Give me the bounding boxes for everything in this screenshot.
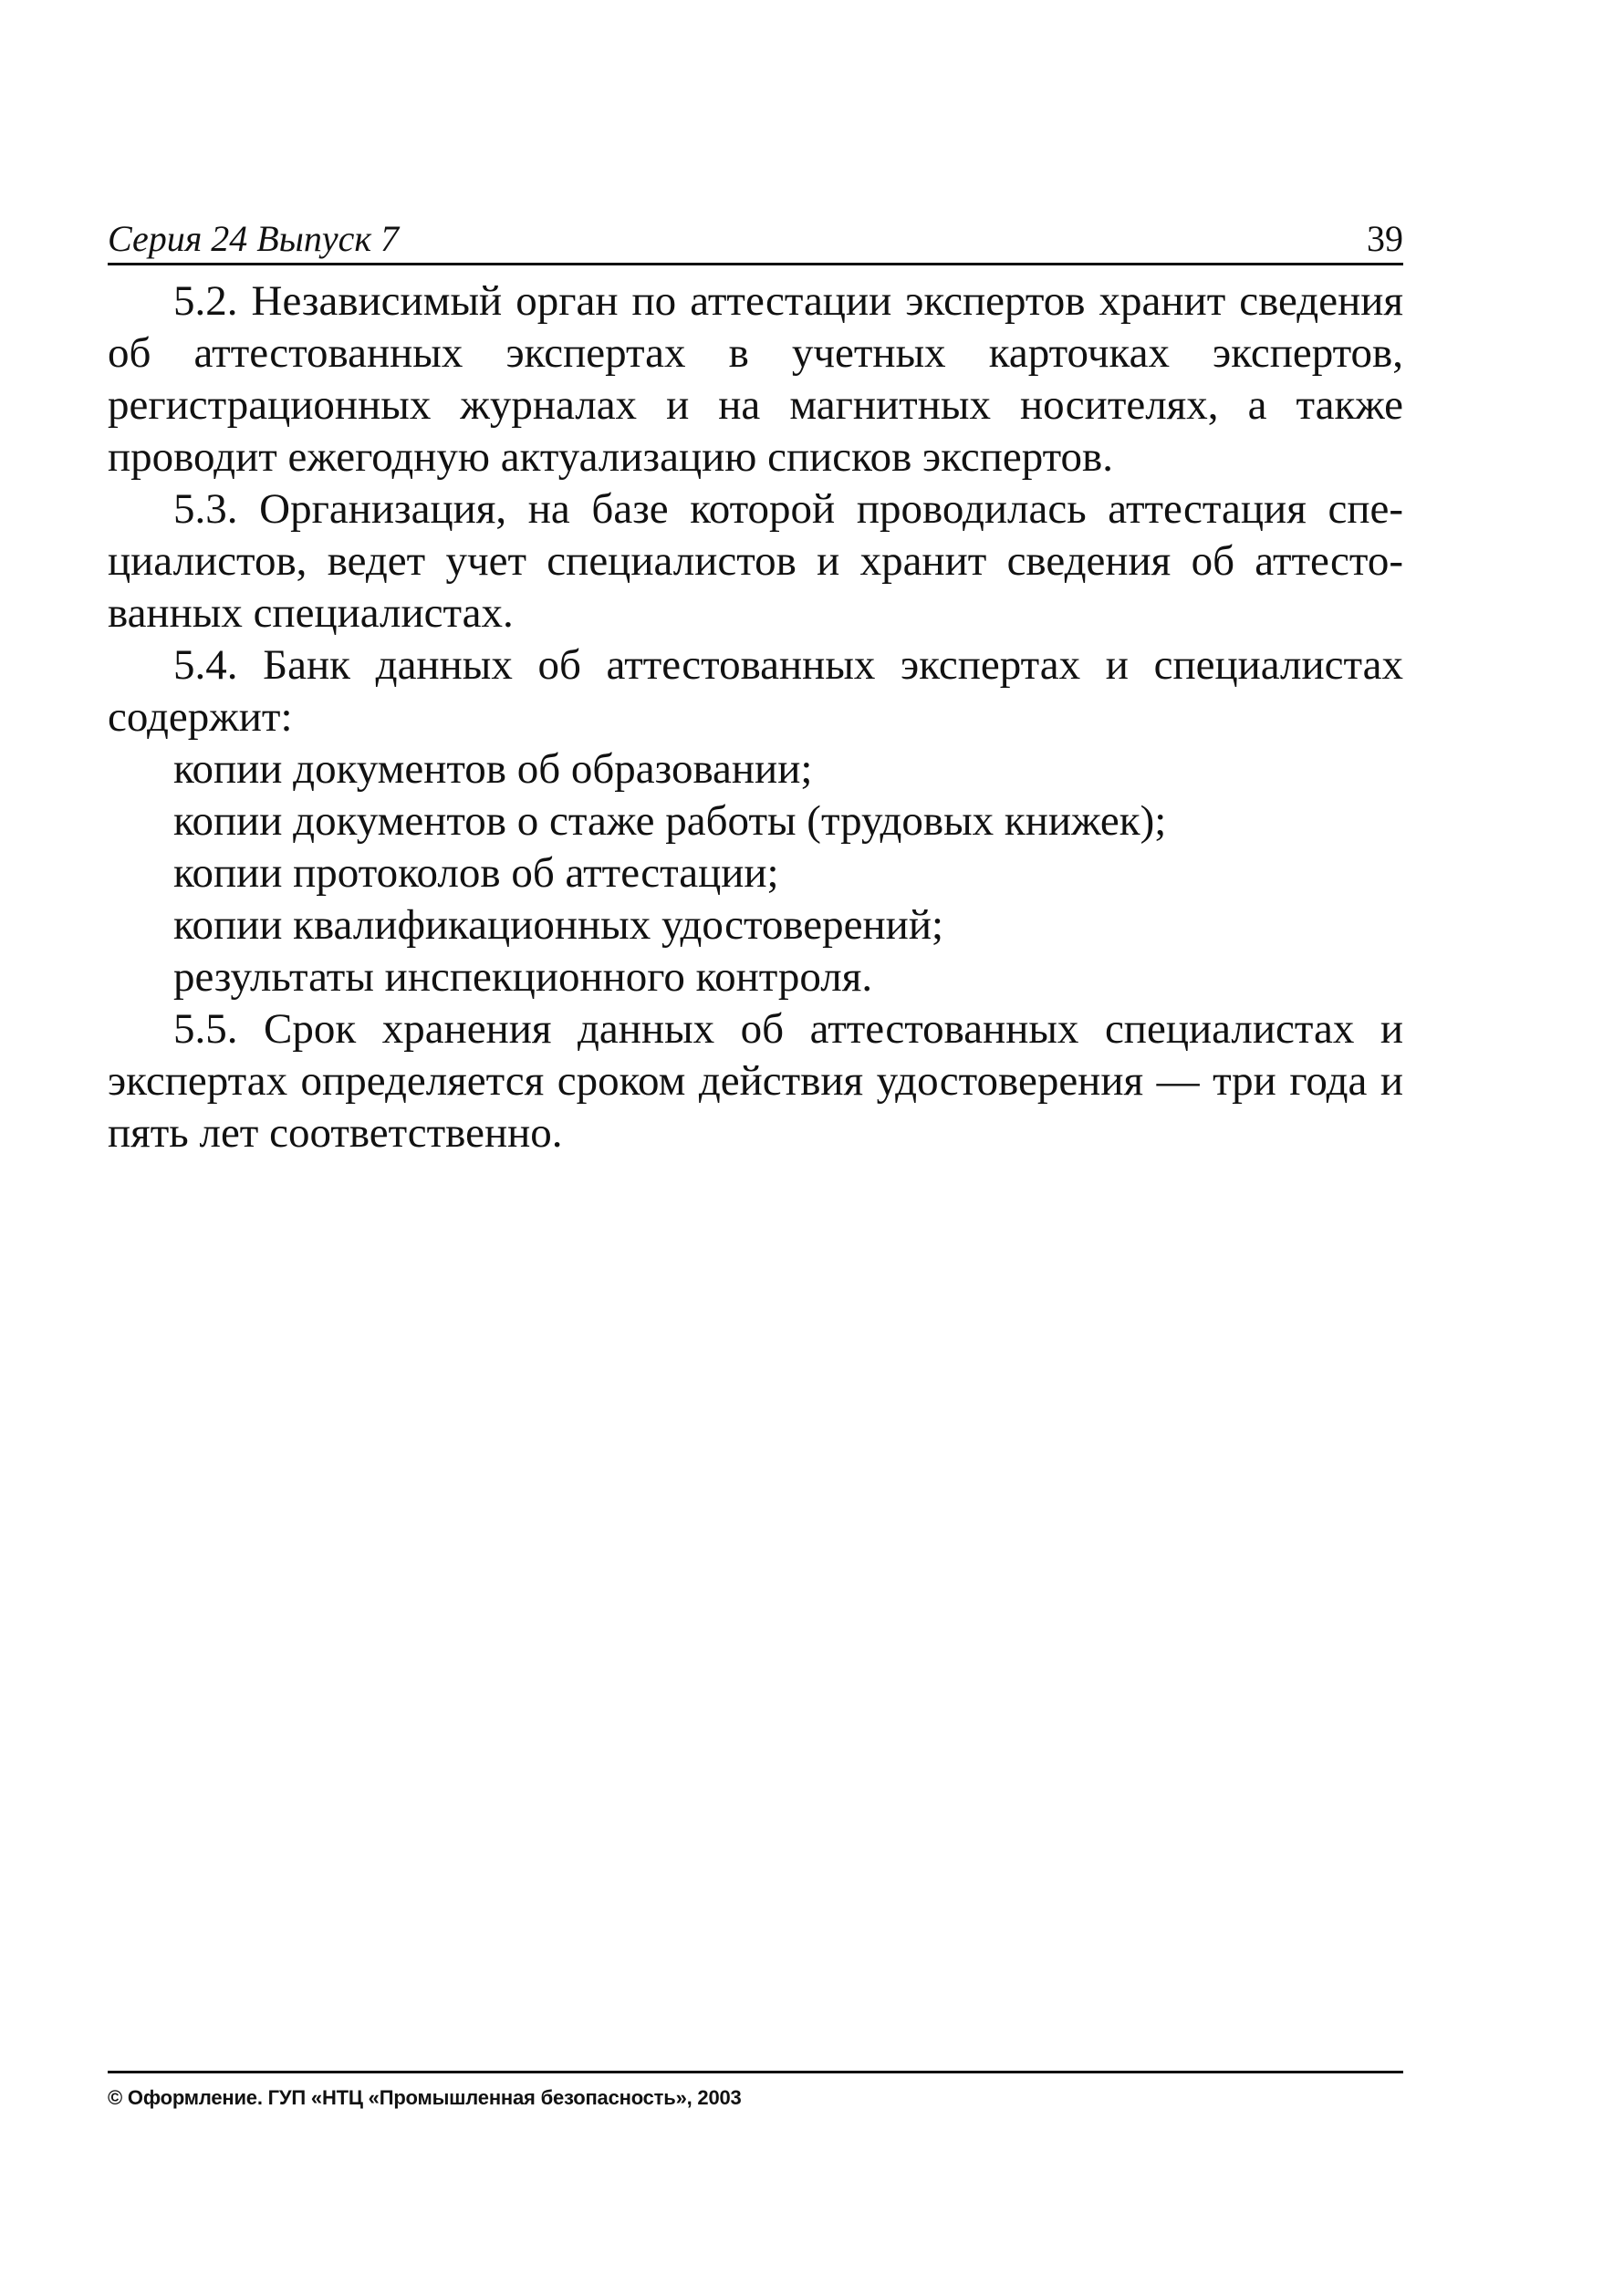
list-item: результаты инспекционного контроля. bbox=[173, 953, 873, 1001]
running-header-series: Серия 24 Выпуск 7 bbox=[108, 218, 400, 259]
paragraph-5-2: 5.2. Независимый орган по аттестации экспертов хранит сведения об аттестованных экспертах в учетных карточках экспертов, регистрационных журналах и на магнитных носителях, а также проводит ежегодную актуализацию списков экспертов. bbox=[108, 277, 1403, 481]
page-number: 39 bbox=[1367, 218, 1403, 259]
list-item: копии протоколов об аттестации; bbox=[173, 849, 779, 897]
page-body bbox=[108, 275, 1403, 1159]
paragraph-5-5: 5.5. Срок хранения данных об аттестованных специалистах и экспертах определяется сроком действия удостоверения — три года и пять лет соответственно. bbox=[108, 1005, 1403, 1157]
copyright-notice: © Оформление. ГУП «НТЦ «Промышленная безопасность», 2003 bbox=[108, 2086, 742, 2109]
list-item: копии квалификационных удостоверений; bbox=[173, 901, 944, 949]
page-header bbox=[108, 208, 1403, 265]
page-footer bbox=[108, 2071, 1403, 2110]
list-item: копии документов об образовании; bbox=[173, 745, 813, 793]
list-item: копии документов о стаже работы (трудовых книжек); bbox=[173, 797, 1167, 845]
paragraph-5-4: 5.4. Банк данных об аттестованных экспертах и специалистах содержит: bbox=[108, 641, 1403, 741]
list-5-4 bbox=[108, 743, 1403, 1003]
paragraph-5-3: 5.3. Организация, на базе которой проводилась аттестация специалистов, ведет учет специалистов и хранит сведения об аттестованных специалистах. bbox=[108, 485, 1403, 637]
